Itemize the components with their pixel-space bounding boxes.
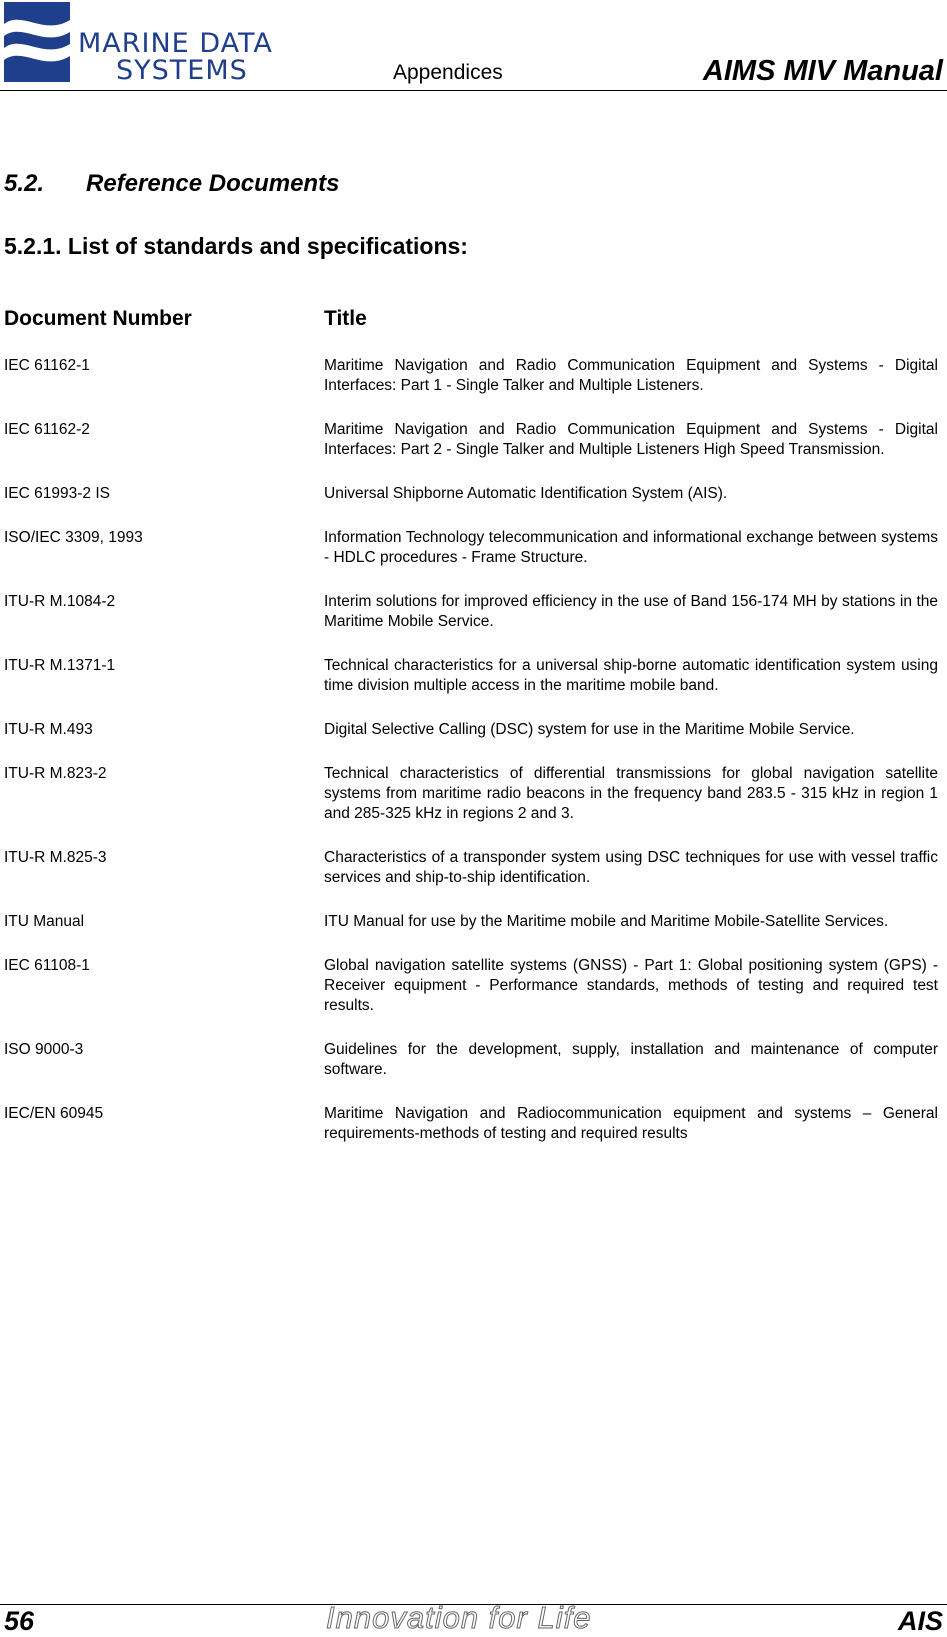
table-row bbox=[4, 720, 938, 740]
column-header-title: Title bbox=[324, 307, 367, 330]
document-number: ITU-R M.825-3 bbox=[4, 849, 107, 866]
section-title: Reference Documents bbox=[86, 170, 340, 197]
document-title: Maritime Navigation and Radio Communication Equipment and Systems - Digital Interfaces: Part 2 - Single Talker and Multiple Listeners High Speed Transmission. bbox=[324, 421, 938, 458]
document-title: Maritime Navigation and Radio Communication Equipment and Systems - Digital Interfaces: Part 1 - Single Talker and Multiple Listeners. bbox=[324, 357, 938, 394]
table-row bbox=[4, 356, 938, 396]
table-row bbox=[4, 420, 938, 460]
header-divider bbox=[0, 90, 947, 91]
document-number: ISO 9000-3 bbox=[4, 1041, 84, 1058]
document-title: Information Technology telecommunication and informational exchange between systems - HDLC procedures - Frame Structure. bbox=[324, 529, 938, 566]
document-number: ISO/IEC 3309, 1993 bbox=[4, 529, 143, 546]
company-logo bbox=[4, 2, 284, 84]
standards-list bbox=[4, 356, 938, 1168]
document-number: ITU-R M.1084-2 bbox=[4, 593, 116, 610]
document-number: ITU-R M.1371-1 bbox=[4, 657, 116, 674]
table-row bbox=[4, 484, 938, 504]
section-heading bbox=[4, 170, 339, 198]
document-number: ITU-R M.823-2 bbox=[4, 765, 107, 782]
footer-product: AIS bbox=[897, 1606, 943, 1636]
document-title: Interim solutions for improved efficiency in the use of Band 156-174 MH by stations in the Maritime Mobile Service. bbox=[324, 593, 938, 630]
page-number: 56 bbox=[4, 1606, 35, 1636]
document-number: ITU-R M.493 bbox=[4, 721, 93, 738]
table-row bbox=[4, 912, 938, 932]
document-title: ITU Manual for use by the Maritime mobile and Maritime Mobile-Satellite Services. bbox=[324, 913, 889, 930]
document-title: Technical characteristics of differential transmissions for global navigation satellite systems from maritime radio beacons in the frequency band 283.5 - 315 kHz in region 1 and 285-325 kHz in regions 2 and 3. bbox=[324, 765, 938, 822]
document-number: IEC 61162-2 bbox=[4, 421, 90, 438]
header-section-label: Appendices bbox=[393, 61, 503, 84]
wave-logo-icon bbox=[4, 2, 70, 82]
document-title: Guidelines for the development, supply, installation and maintenance of computer software. bbox=[324, 1041, 938, 1078]
column-header-document-number: Document Number bbox=[4, 307, 192, 330]
logo-wordmark bbox=[78, 30, 273, 84]
document-title: Digital Selective Calling (DSC) system for use in the Maritime Mobile Service. bbox=[324, 721, 855, 738]
document-number: ITU Manual bbox=[4, 913, 85, 930]
table-row bbox=[4, 848, 938, 888]
document-number: IEC/EN 60945 bbox=[4, 1105, 104, 1122]
table-row bbox=[4, 528, 938, 568]
table-row bbox=[4, 592, 938, 632]
document-title: Maritime Navigation and Radiocommunication equipment and systems – General requirements-methods of testing and required results bbox=[324, 1105, 938, 1142]
footer-tagline: Innovation for Life bbox=[326, 1600, 592, 1635]
table-row bbox=[4, 1040, 938, 1080]
table-row bbox=[4, 656, 938, 696]
document-number: IEC 61108-1 bbox=[4, 957, 90, 974]
table-row bbox=[4, 956, 938, 1016]
document-title: Universal Shipborne Automatic Identification System (AIS). bbox=[324, 485, 728, 502]
document-number: IEC 61993-2 IS bbox=[4, 485, 110, 502]
document-title: Technical characteristics for a universal ship-borne automatic identification system using time division multiple access in the maritime mobile band. bbox=[324, 657, 938, 694]
document-number: IEC 61162-1 bbox=[4, 357, 90, 374]
document-title: Global navigation satellite systems (GNSS) - Part 1: Global positioning system (GPS) - Receiver equipment - Performance standards, methods of testing and required test results. bbox=[324, 957, 938, 1014]
logo-line-1: MARINE DATA bbox=[78, 28, 273, 59]
table-row bbox=[4, 1104, 938, 1144]
table-row bbox=[4, 764, 938, 824]
section-number: 5.2. bbox=[4, 170, 45, 197]
logo-line-2: SYSTEMS bbox=[116, 55, 248, 86]
subsection-heading: 5.2.1. List of standards and specifications: bbox=[4, 233, 468, 259]
header-manual-title: AIMS MIV Manual bbox=[702, 55, 943, 87]
document-title: Characteristics of a transponder system using DSC techniques for use with vessel traffic services and ship-to-ship identification. bbox=[324, 849, 938, 886]
